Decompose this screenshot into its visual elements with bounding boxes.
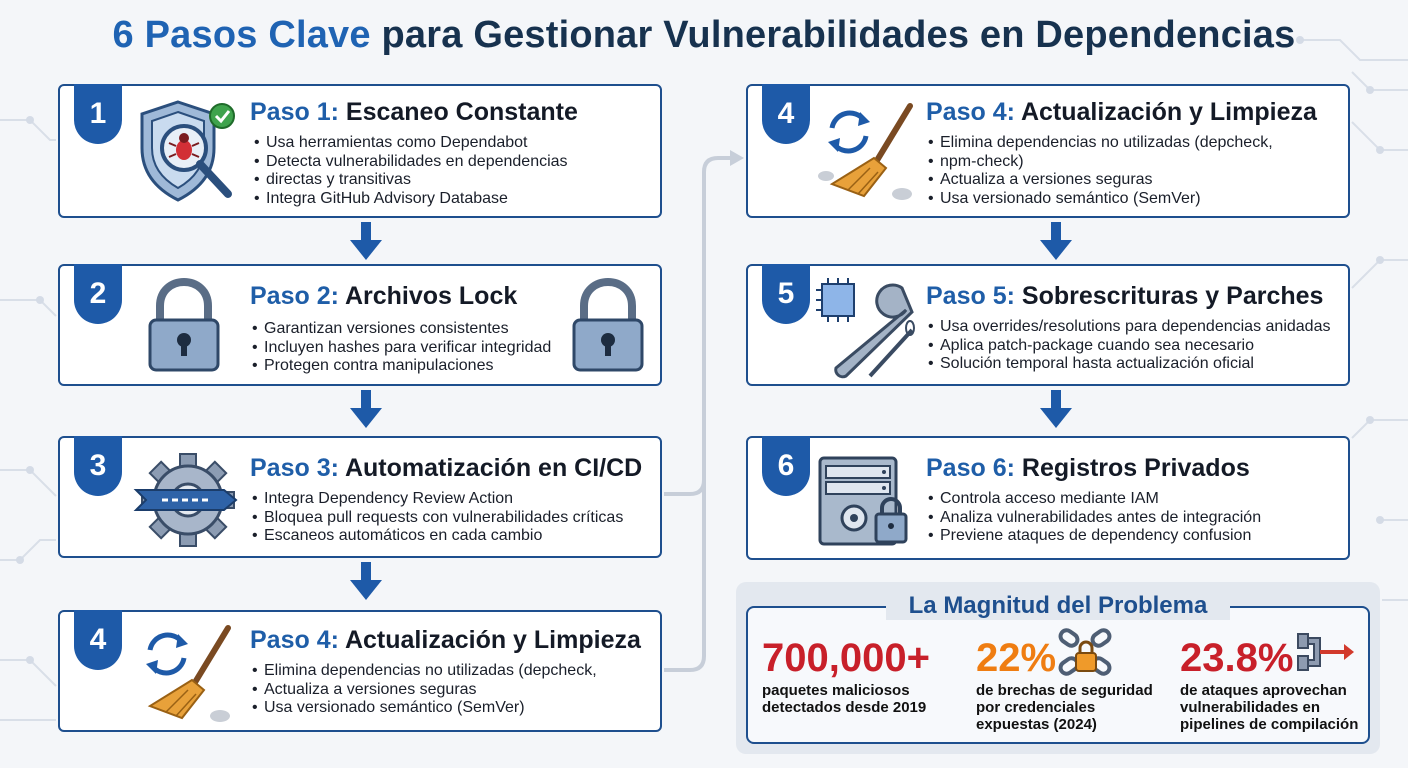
broom-refresh-icon bbox=[818, 100, 922, 204]
bullet: • Bloquea pull requests con vulnerabilidades críticas bbox=[250, 509, 623, 528]
step-title: Paso 2: Archivos Lock bbox=[250, 282, 518, 310]
step-card-3 bbox=[58, 436, 662, 558]
bullet: • Actualiza a versiones seguras bbox=[926, 171, 1273, 190]
bullet: • Controla acceso mediante IAM bbox=[926, 490, 1261, 509]
server-lock-icon bbox=[816, 454, 912, 550]
step-bullets bbox=[926, 490, 1261, 546]
bullet: • Garantizan versiones consistentes bbox=[250, 320, 551, 339]
broom-refresh-icon bbox=[136, 622, 240, 726]
shield-bug-magnifier-icon bbox=[136, 98, 240, 206]
bullet: • directas y transitivas bbox=[252, 171, 568, 190]
stat-desc-breaches: de brechas de seguridad por credenciales expuestas (2024) bbox=[976, 682, 1153, 733]
step-badge: 4 bbox=[762, 84, 810, 144]
bullet: • Usa versionado semántico (SemVer) bbox=[250, 699, 597, 718]
step-bullets bbox=[926, 134, 1273, 208]
step-bullets bbox=[250, 490, 623, 546]
step-badge: 5 bbox=[762, 264, 810, 324]
step-badge: 6 bbox=[762, 436, 810, 496]
bullet: • Integra Dependency Review Action bbox=[250, 490, 623, 509]
down-arrow bbox=[1036, 222, 1076, 262]
down-arrow bbox=[346, 222, 386, 262]
broken-chain-lock-icon bbox=[1056, 626, 1116, 682]
step-title: Paso 3: Automatización en CI/CD bbox=[250, 454, 643, 482]
gear-pipeline-icon bbox=[132, 450, 244, 550]
bullet: • Usa versionado semántico (SemVer) bbox=[926, 190, 1273, 209]
bullet: • Protegen contra manipulaciones bbox=[250, 357, 551, 376]
bullet: • Elimina dependencias no utilizadas (depcheck, bbox=[926, 134, 1273, 153]
bullet: • Previene ataques de dependency confusion bbox=[926, 527, 1261, 546]
bullet: • Usa herramientas como Dependabot bbox=[252, 134, 568, 153]
step-card-5 bbox=[746, 264, 1350, 386]
bullet: • Aplica patch-package cuando sea necesario bbox=[926, 337, 1330, 356]
bullet: • Elimina dependencias no utilizadas (depcheck, bbox=[250, 662, 597, 681]
bullet: • Integra GitHub Advisory Database bbox=[252, 190, 568, 209]
stats-panel bbox=[736, 582, 1380, 754]
step-title: Paso 1: Escaneo Constante bbox=[250, 98, 578, 126]
bullet: • Analiza vulnerabilidades antes de integración bbox=[926, 509, 1261, 528]
stats-title: La Magnitud del Problema bbox=[886, 592, 1230, 620]
step-bullets bbox=[250, 320, 551, 376]
pipeline-arrow-icon bbox=[1296, 630, 1356, 674]
step-title: Paso 4: Actualización y Limpieza bbox=[250, 626, 641, 654]
step-bullets bbox=[252, 134, 568, 208]
padlock-icon bbox=[570, 278, 646, 374]
step-card-2 bbox=[58, 264, 662, 386]
step-title: Paso 6: Registros Privados bbox=[926, 454, 1250, 482]
step-badge: 3 bbox=[74, 436, 122, 496]
step-badge: 2 bbox=[74, 264, 122, 324]
step-card-6 bbox=[746, 436, 1350, 560]
step-card-1 bbox=[58, 84, 662, 218]
bullet: • npm-check) bbox=[926, 153, 1273, 172]
padlock-icon bbox=[146, 278, 222, 374]
wrench-chip-icon bbox=[816, 276, 916, 380]
bullet: • Escaneos automáticos en cada cambio bbox=[250, 527, 623, 546]
page-title: 6 Pasos Clave para Gestionar Vulnerabilidades en Dependencias bbox=[112, 14, 1296, 56]
step-card-4-left bbox=[58, 610, 662, 732]
down-arrow bbox=[346, 390, 386, 430]
step-title: Paso 4: Actualización y Limpieza bbox=[926, 98, 1317, 126]
step-bullets bbox=[926, 318, 1330, 374]
stat-desc-packages: paquetes maliciosos detectados desde 2019 bbox=[762, 682, 927, 716]
bullet: • Incluyen hashes para verificar integridad bbox=[250, 339, 551, 358]
step-badge: 1 bbox=[74, 84, 122, 144]
step-card-4-right bbox=[746, 84, 1350, 218]
step-badge: 4 bbox=[74, 610, 122, 670]
down-arrow bbox=[1036, 390, 1076, 430]
bullet: • Solución temporal hasta actualización oficial bbox=[926, 355, 1330, 374]
bullet: • Actualiza a versiones seguras bbox=[250, 681, 597, 700]
down-arrow bbox=[346, 562, 386, 602]
stat-value-pipelines: 23.8% bbox=[1180, 636, 1294, 680]
stat-value-packages: 700,000+ bbox=[762, 636, 930, 680]
step-bullets bbox=[250, 662, 597, 718]
bullet: • Detecta vulnerabilidades en dependencias bbox=[252, 153, 568, 172]
stat-value-breaches: 22% bbox=[976, 636, 1057, 680]
step-title: Paso 5: Sobrescrituras y Parches bbox=[926, 282, 1324, 310]
stat-desc-pipelines: de ataques aprovechan vulnerabilidades en pipelines de compilación bbox=[1180, 682, 1359, 733]
bullet: • Usa overrides/resolutions para dependencias anidadas bbox=[926, 318, 1330, 337]
